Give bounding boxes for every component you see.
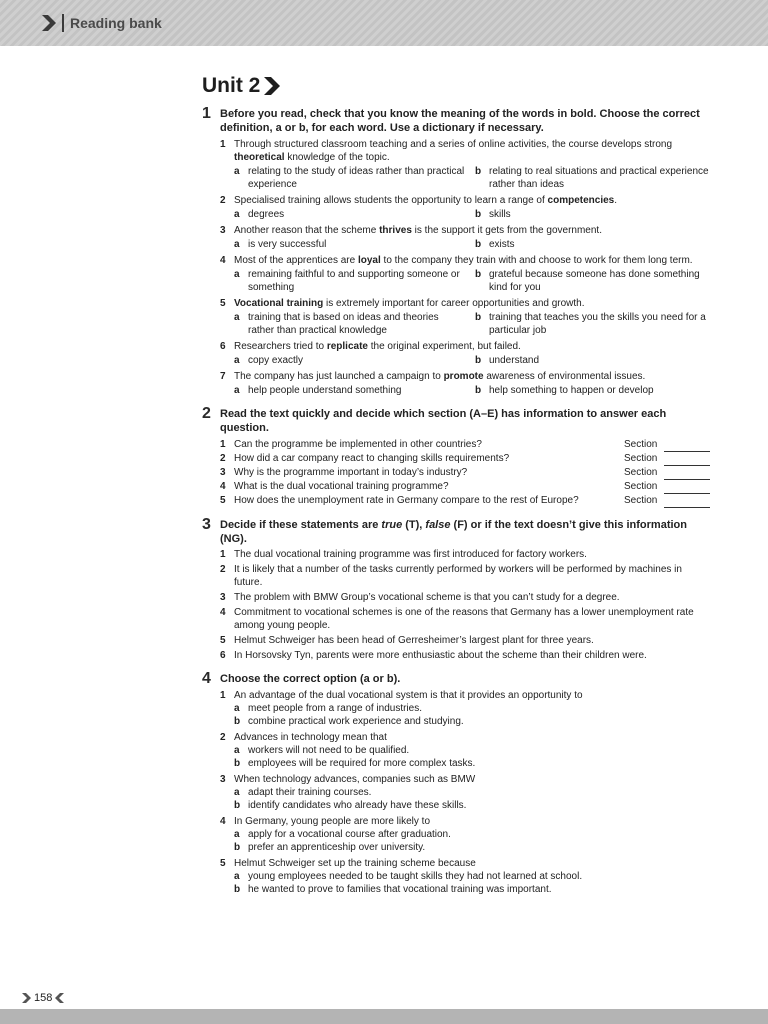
option-b <box>475 208 710 221</box>
question-number: 2 <box>220 453 226 464</box>
option-letter: a <box>234 829 240 840</box>
question-text: Can the programme be implemented in other countries? <box>234 439 482 450</box>
question-line <box>220 731 710 744</box>
question-text: When technology advances, companies such as BMW <box>234 774 476 785</box>
question-number: 4 <box>220 607 226 618</box>
option-text: employees will be required for more complex tasks. <box>248 758 476 769</box>
option-text: combine practical work experience and studying. <box>248 716 464 727</box>
answer-blank <box>664 454 710 466</box>
question-text-pre: Through structured classroom teaching and a series of online activities, the course develops strong <box>234 139 673 150</box>
question-line <box>220 773 710 786</box>
statement-item <box>220 548 710 561</box>
section-label: Section <box>624 467 658 478</box>
option-letter: a <box>234 355 240 366</box>
option-text: remaining faithful to and supporting someone or something <box>248 269 460 293</box>
option-text: understand <box>489 355 540 366</box>
option-letter: a <box>234 166 240 177</box>
option-letter: b <box>234 884 241 895</box>
statement-text: The dual vocational training programme was first introduced for factory workers. <box>234 549 587 560</box>
question-text-pre: Researchers tried to <box>234 341 327 352</box>
question-text-post: is the support it gets from the government. <box>411 225 602 236</box>
exercise-instruction: Decide if these statements are true (T), false (F) or if the text doesn’t give this information (NG). <box>220 519 687 545</box>
question-item <box>220 297 710 337</box>
question-number: 1 <box>220 139 226 150</box>
option-a <box>234 744 710 757</box>
question-item <box>220 815 710 854</box>
page-content <box>202 74 710 906</box>
option-a <box>234 268 475 294</box>
question-line <box>220 689 710 702</box>
question-item <box>220 773 710 812</box>
question-number: 2 <box>220 732 226 743</box>
question-text-pre: Most of the apprentices are <box>234 255 358 266</box>
question-number: 4 <box>220 816 226 827</box>
option-a <box>234 870 710 883</box>
option-a <box>234 702 710 715</box>
question-number: 6 <box>220 650 226 661</box>
question-number: 6 <box>220 341 226 352</box>
option-a <box>234 828 710 841</box>
option-b <box>234 799 710 812</box>
option-b <box>475 238 710 251</box>
option-letter: a <box>234 871 240 882</box>
option-letter: a <box>234 239 240 250</box>
options <box>234 311 710 337</box>
key-word: loyal <box>357 255 381 266</box>
exercise-number: 1 <box>202 105 211 122</box>
question-text-post: the original experiment, but failed. <box>367 341 521 352</box>
option-letter: a <box>234 209 240 220</box>
option-text: young employees needed to be taught skills they had not learned at school. <box>248 871 583 882</box>
option-letter: b <box>475 209 482 220</box>
section-label: Section <box>624 495 658 506</box>
option-a <box>234 238 475 251</box>
question-number: 5 <box>220 858 226 869</box>
option-text: adapt their training courses. <box>248 787 372 798</box>
option-b <box>475 384 710 397</box>
option-text: training that is based on ideas and theories rather than practical knowledge <box>248 312 439 336</box>
options <box>234 354 710 367</box>
option-letter: a <box>234 703 240 714</box>
header-bar <box>0 0 768 46</box>
statement-item <box>220 606 710 632</box>
chevron-right-icon <box>22 993 32 1003</box>
chevron-left-icon <box>54 993 64 1003</box>
option-letter: b <box>475 355 482 366</box>
statement-item <box>220 649 710 662</box>
question-number: 4 <box>220 255 226 266</box>
statement-item <box>220 563 710 589</box>
answer-blank <box>664 468 710 480</box>
question-number: 1 <box>220 439 226 450</box>
option-letter: b <box>475 269 482 280</box>
question-item <box>220 731 710 770</box>
option-text: degrees <box>248 209 285 220</box>
question-number: 2 <box>220 195 226 206</box>
answer-blank <box>664 496 710 508</box>
statement-line <box>220 591 710 604</box>
header-brand <box>42 13 162 33</box>
option-a <box>234 786 710 799</box>
question-line <box>220 138 710 164</box>
statement-text: It is likely that a number of the tasks currently performed by workers will be performed by machines in future. <box>234 564 682 588</box>
question-number: 7 <box>220 371 226 382</box>
key-word: Vocational training <box>234 298 324 309</box>
unit-title <box>202 74 710 98</box>
option-b <box>234 715 710 728</box>
question-number: 3 <box>220 592 226 603</box>
option-text: relating to the study of ideas rather than practical experience <box>248 166 465 190</box>
options <box>234 268 710 294</box>
question-item <box>220 480 710 494</box>
option-letter: a <box>234 269 240 280</box>
question-number: 4 <box>220 481 226 492</box>
header-title: Reading bank <box>70 15 162 31</box>
question-number: 1 <box>220 549 226 560</box>
question-text: Helmut Schweiger set up the training scheme because <box>234 858 476 869</box>
chevron-right-icon <box>264 77 280 95</box>
question-number: 5 <box>220 495 226 506</box>
option-text: meet people from a range of industries. <box>248 703 422 714</box>
option-b <box>234 883 710 896</box>
question-text-pre: Another reason that the scheme <box>234 225 380 236</box>
option-letter: b <box>475 166 482 177</box>
question-item <box>220 438 710 452</box>
question-text <box>234 340 710 353</box>
option-a <box>234 165 475 191</box>
question-item <box>220 452 710 466</box>
statement-line <box>220 563 710 589</box>
question-text: How did a car company react to changing skills requirements? <box>234 453 510 464</box>
question-line <box>220 297 710 310</box>
option-text: relating to real situations and practical experience rather than ideas <box>489 166 709 190</box>
options <box>234 165 710 191</box>
option-text: grateful because someone has done something kind for you <box>489 269 700 293</box>
option-letter: b <box>234 800 241 811</box>
exercise-instruction: Before you read, check that you know the meaning of the words in bold. Choose the correct definition, a or b, for each word. Use a dictionary if necessary. <box>220 108 700 134</box>
question-item <box>220 857 710 896</box>
option-text: copy exactly <box>248 355 304 366</box>
question-text-pre: Specialised training allows students the opportunity to learn a range of <box>234 195 548 206</box>
exercise-2 <box>202 407 710 508</box>
question-item <box>220 466 710 480</box>
question-line <box>220 370 710 383</box>
question-text-post: knowledge of the topic. <box>284 152 390 163</box>
question-text: How does the unemployment rate in Germany compare to the rest of Europe? <box>234 495 579 506</box>
key-word: thrives <box>379 225 412 236</box>
option-text: he wanted to prove to families that vocational training was important. <box>248 884 552 895</box>
question-text-post: to the company they train with and choose to work for them long term. <box>380 255 693 266</box>
header-separator <box>62 14 64 32</box>
key-word: replicate <box>326 341 368 352</box>
option-letter: a <box>234 385 240 396</box>
question-number: 1 <box>220 690 226 701</box>
question-line <box>220 340 710 353</box>
chevron-right-icon <box>42 15 56 31</box>
statement-text: Helmut Schweiger has been head of Gerresheimer’s largest plant for three years. <box>234 635 594 646</box>
option-text: training that teaches you the skills you need for a particular job <box>489 312 706 336</box>
option-b <box>475 354 710 367</box>
statement-line <box>220 649 710 662</box>
question-item <box>220 370 710 397</box>
question-number: 5 <box>220 298 226 309</box>
options <box>234 208 710 221</box>
option-letter: a <box>234 745 240 756</box>
question-item <box>220 494 710 508</box>
question-text <box>234 370 710 383</box>
option-a <box>234 311 475 337</box>
option-text: help people understand something <box>248 385 402 396</box>
question-text: What is the dual vocational training programme? <box>234 481 449 492</box>
question-item <box>220 254 710 294</box>
question-text <box>234 297 710 310</box>
statement-text: The problem with BMW Group’s vocational scheme is that you can’t study for a degree. <box>234 592 620 603</box>
option-text: prefer an apprenticeship over university. <box>248 842 426 853</box>
exercise-number: 3 <box>202 516 211 533</box>
footer-bar <box>0 1009 768 1024</box>
exercise-instruction: Read the text quickly and decide which section (A–E) has information to answer each question. <box>220 408 667 434</box>
question-text-post: awareness of environmental issues. <box>483 371 646 382</box>
question-number: 5 <box>220 635 226 646</box>
page-number <box>22 990 64 1006</box>
question-text-post: is extremely important for career opportunities and growth. <box>323 298 585 309</box>
option-text: workers will not need to be qualified. <box>248 745 410 756</box>
key-word: competencies <box>547 195 615 206</box>
question-item <box>220 340 710 367</box>
option-letter: b <box>234 758 241 769</box>
answer-blank <box>664 482 710 494</box>
statement-text: Commitment to vocational schemes is one of the reasons that Germany has a lower unemployment rate among young people. <box>234 607 694 631</box>
option-b <box>475 311 710 337</box>
question-text: Why is the programme important in today’s industry? <box>234 467 468 478</box>
option-a <box>234 384 475 397</box>
option-letter: b <box>475 312 482 323</box>
statement-line <box>220 548 710 561</box>
option-letter: b <box>475 385 482 396</box>
option-a <box>234 208 475 221</box>
question-line <box>220 194 710 207</box>
option-b <box>475 165 710 191</box>
section-label: Section <box>624 439 658 450</box>
question-text: An advantage of the dual vocational system is that it provides an opportunity to <box>234 690 583 701</box>
question-number: 3 <box>220 467 226 478</box>
option-a <box>234 354 475 367</box>
statement-line <box>220 634 710 647</box>
exercise-number: 4 <box>202 670 211 687</box>
option-text: apply for a vocational course after graduation. <box>248 829 451 840</box>
statement-item <box>220 591 710 604</box>
section-label: Section <box>624 481 658 492</box>
answer-blank <box>664 440 710 452</box>
option-b <box>234 757 710 770</box>
question-item <box>220 194 710 221</box>
question-text <box>234 194 710 207</box>
section-label: Section <box>624 453 658 464</box>
option-text: help something to happen or develop <box>489 385 654 396</box>
question-line <box>220 815 710 828</box>
question-line <box>220 224 710 237</box>
question-text: In Germany, young people are more likely to <box>234 816 431 827</box>
option-letter: b <box>234 842 241 853</box>
question-item <box>220 689 710 728</box>
option-text: identify candidates who already have these skills. <box>248 800 467 811</box>
key-word: theoretical <box>234 152 285 163</box>
exercise-3 <box>202 518 710 662</box>
question-number: 3 <box>220 774 226 785</box>
question-text <box>234 254 710 267</box>
exercise-1 <box>202 107 710 397</box>
key-word: promote <box>443 371 484 382</box>
option-letter: a <box>234 787 240 798</box>
question-text: Advances in technology mean that <box>234 732 387 743</box>
question-text-pre: The company has just launched a campaign to <box>234 371 444 382</box>
statement-text: In Horsovsky Tyn, parents were more enthusiastic about the scheme than their children were. <box>234 650 647 661</box>
option-letter: b <box>234 716 241 727</box>
question-line <box>220 857 710 870</box>
question-number: 2 <box>220 564 226 575</box>
page-number-text: 158 <box>34 992 53 1004</box>
exercise-instruction: Choose the correct option (a or b). <box>220 673 401 685</box>
option-text: skills <box>489 209 511 220</box>
option-b <box>475 268 710 294</box>
question-item <box>220 224 710 251</box>
question-line <box>220 254 710 267</box>
options <box>234 238 710 251</box>
exercise-number: 2 <box>202 405 211 422</box>
option-text: exists <box>489 239 515 250</box>
question-text-post: . <box>614 195 618 206</box>
question-item <box>220 138 710 191</box>
question-text <box>234 138 710 164</box>
options <box>234 384 710 397</box>
unit-title-text: Unit 2 <box>202 74 261 97</box>
option-letter: a <box>234 312 240 323</box>
question-text <box>234 224 710 237</box>
option-b <box>234 841 710 854</box>
option-text: is very successful <box>248 239 327 250</box>
exercise-4 <box>202 672 710 896</box>
question-number: 3 <box>220 225 226 236</box>
statement-line <box>220 606 710 632</box>
statement-item <box>220 634 710 647</box>
option-letter: b <box>475 239 482 250</box>
